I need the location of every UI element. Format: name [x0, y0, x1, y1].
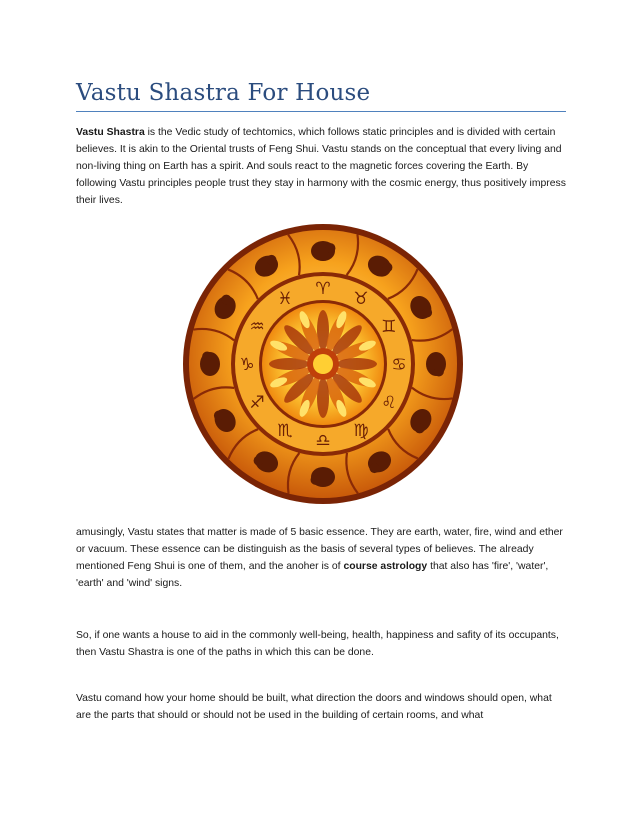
intro-text: is the Vedic study of techtomics, which follows static principles and is divided with certain believes. It is akin to the Oriental trusts of Feng Shui. Vastu stands on the conceptual that every living and non-living thing on Earth has a spirit. And souls react to the magnetic forces covering the Earth. By following Vastu principles people trust they stay in harmony with the cosmic energy, thus positively impress their lives. [76, 127, 566, 206]
sun-core [313, 354, 333, 374]
elements-paragraph [76, 524, 568, 592]
zodiac-glyph: ♈ [315, 279, 331, 299]
construction-paragraph: Vastu comand how your home should be built, what direction the doors and windows should open, what are the parts that should or should not be used in the building of certain rooms, and what [76, 693, 552, 721]
zodiac-figure-head [415, 423, 425, 433]
zodiac-figure-head [434, 366, 444, 376]
zodiac-figure-head [311, 475, 321, 485]
zodiac-glyph: ♋ [391, 355, 407, 375]
zodiac-figure-head [422, 308, 432, 318]
title-underline [76, 111, 566, 112]
intro-bold-term: Vastu Shastra [76, 127, 145, 138]
zodiac-glyph: ♏ [277, 420, 293, 441]
elements-text-before: amusingly, Vastu states that matter is made of 5 basic essence. They are earth, water, fire, wind and ether or vacuum. These essence can be distinguish as the basis of several types of believes. The already mentioned Feng Shui is one of them, and the anoher is of [76, 527, 563, 572]
zodiac-glyph: ♊ [381, 317, 397, 337]
zodiac-glyph: ♐ [249, 393, 265, 413]
elements-text-after: that also has 'fire', 'water', 'earth' and 'wind' signs. [76, 561, 549, 589]
intro-paragraph [76, 124, 568, 209]
zodiac-glyph: ♑ [239, 355, 255, 375]
zodiac-figure-head [202, 352, 212, 362]
wellbeing-paragraph: So, if one wants a house to aid in the commonly well-being, health, happiness and safity of its occupants, then Vastu Shastra is one of the paths in which this can be done. [76, 630, 559, 658]
zodiac-glyph: ♉ [353, 289, 369, 310]
zodiac-glyph: ♓ [277, 289, 293, 310]
zodiac-glyph: ♍ [353, 420, 369, 441]
zodiac-figure-head [254, 456, 264, 466]
zodiac-wheel-image [180, 221, 466, 507]
zodiac-figure-head [221, 295, 231, 305]
zodiac-figure-head [214, 410, 224, 420]
zodiac-glyph: ♒ [249, 317, 265, 337]
zodiac-figure-head [369, 463, 379, 473]
zodiac-figure-head [325, 243, 335, 253]
zodiac-glyph: ♎ [315, 431, 331, 451]
zodiac-figure-head [267, 255, 277, 265]
zodiac-glyph: ♌ [381, 393, 397, 413]
course-astrology-term: course astrology [343, 561, 428, 572]
zodiac-figure-head [382, 262, 392, 272]
page-title: Vastu Shastra For House [76, 80, 371, 106]
